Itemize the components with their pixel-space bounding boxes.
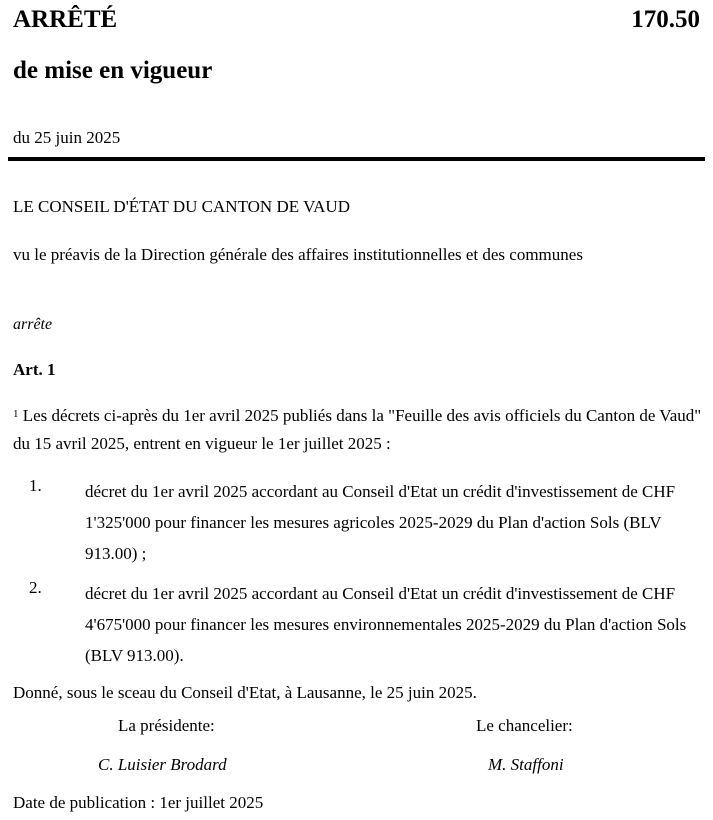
- document-type-title: ARRÊTÉ: [13, 6, 118, 33]
- given-under-seal: Donné, sous le sceau du Conseil d'Etat, à Lausanne, le 25 juin 2025.: [13, 683, 477, 702]
- enacting-word: arrête: [13, 316, 53, 333]
- president-signature: C. Luisier Brodard: [98, 755, 227, 774]
- list-item-number: 2.: [29, 578, 42, 597]
- list-item-text: décret du 1er avril 2025 accordant au Conseil d'Etat un crédit d'investissement de CHF 1'325'000 pour financer les mesures agricoles 2025-2029 du Plan d'action Sols (BLV 913.00) ;: [85, 482, 676, 563]
- preamble-text: vu le préavis de la Direction générale des affaires institutionnelles et des communes: [13, 245, 583, 264]
- issuing-authority: LE CONSEIL D'ÉTAT DU CANTON DE VAUD: [13, 197, 350, 216]
- header-divider: [8, 157, 705, 161]
- chancellor-role: Le chancelier:: [476, 716, 573, 735]
- paragraph-number: 1: [13, 408, 19, 420]
- president-role: La présidente:: [118, 716, 215, 735]
- document-date: du 25 juin 2025: [13, 128, 121, 147]
- list-item-text: décret du 1er avril 2025 accordant au Conseil d'Etat un crédit d'investissement de CHF 4'675'000 pour financer les mesures environnementales 2025-2029 du Plan d'action Sols (BLV 913.00).: [85, 584, 687, 665]
- list-item-number: 1.: [29, 476, 42, 495]
- paragraph-text: Les décrets ci-après du 1er avril 2025 publiés dans la "Feuille des avis officiels du Canton de Vaud" du 15 avril 2025, entrent en vigueur le 1er juillet 2025 :: [13, 406, 702, 453]
- document-number: 170.50: [631, 6, 700, 33]
- document-subtitle: de mise en vigueur: [13, 57, 213, 84]
- publication-date: Date de publication : 1er juillet 2025: [13, 793, 264, 812]
- chancellor-signature: M. Staffoni: [488, 755, 564, 774]
- article-title: Art. 1: [13, 360, 56, 379]
- article-paragraph: [13, 402, 705, 458]
